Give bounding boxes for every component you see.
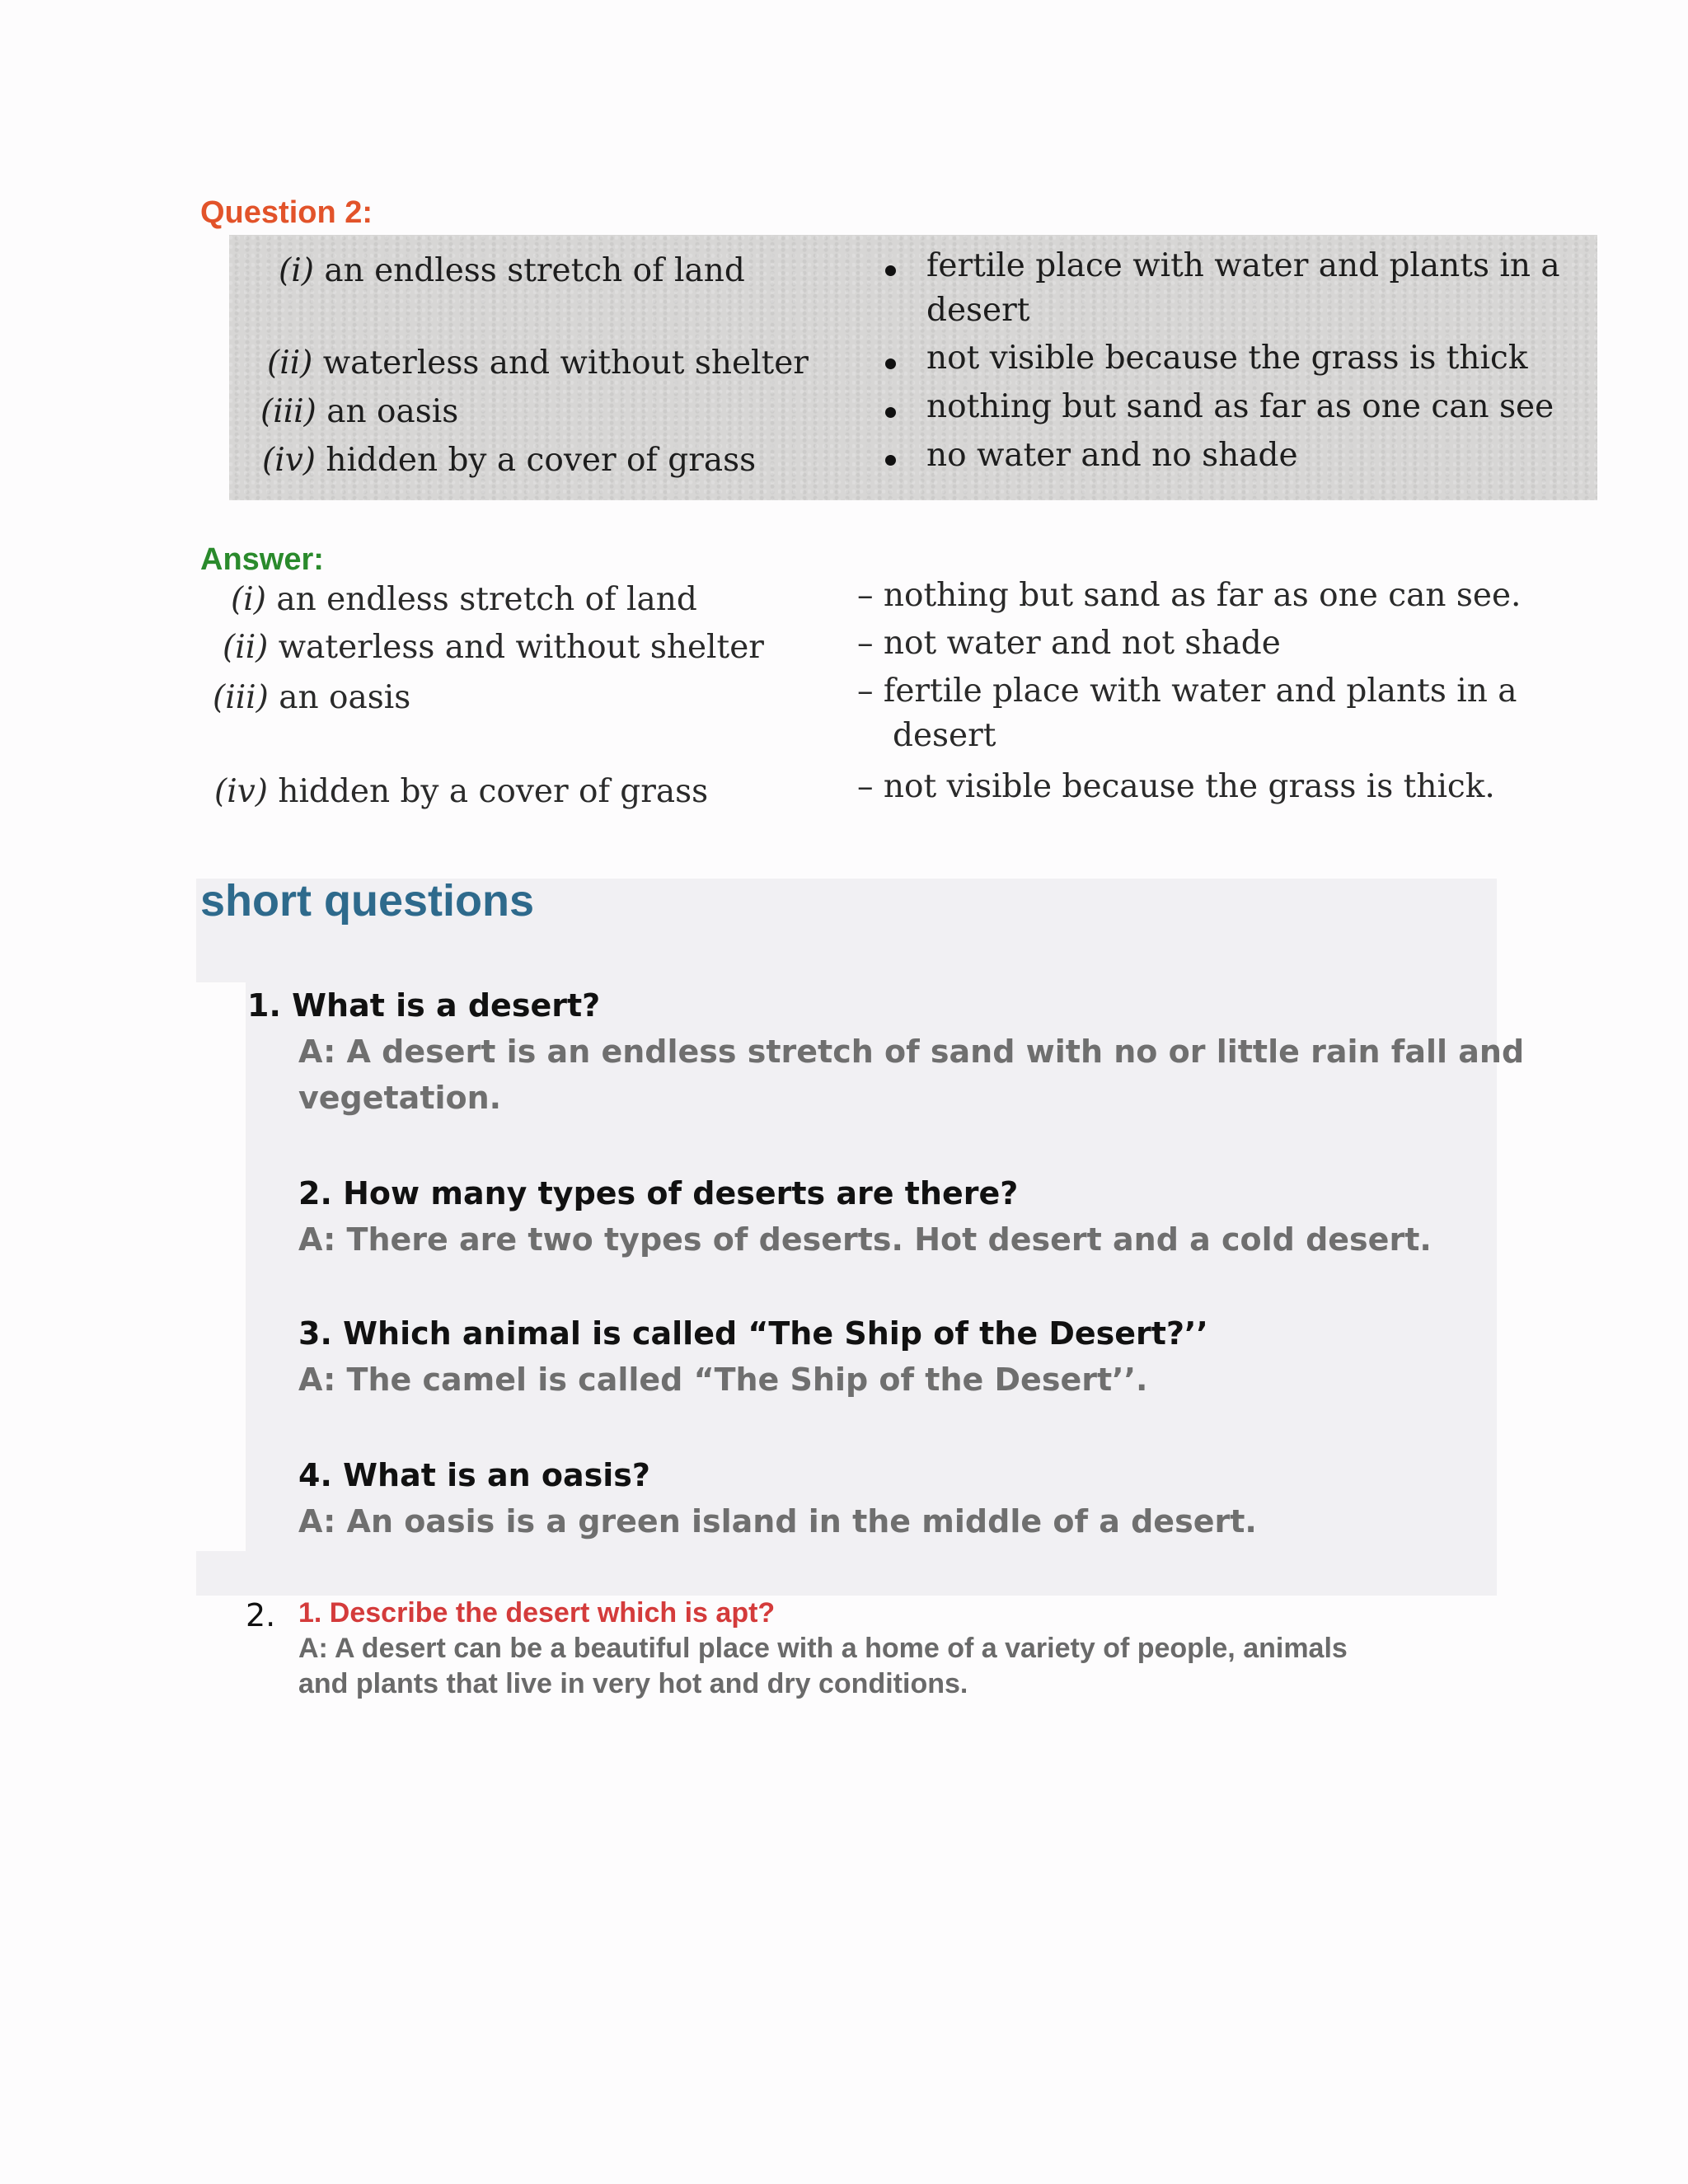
answer-right-item-2: – not water and not shade [857, 625, 1281, 662]
question-left-item-3: (iii) an oasis [260, 393, 459, 430]
short-answer-2: A: There are two types of deserts. Hot desert and a cold desert. [298, 1221, 1432, 1258]
short-questions-heading: short questions [200, 876, 535, 926]
list-number-2: 2. [246, 1597, 276, 1633]
short-answer-1-cont: vegetation. [298, 1080, 502, 1116]
bullet-icon [885, 455, 896, 466]
short-answer-4: A: An oasis is a green island in the middle of a desert. [298, 1503, 1257, 1540]
question-heading: Question 2: [200, 195, 373, 230]
question-left-item-1: (i) an endless stretch of land [279, 252, 745, 289]
answer-left-item-2: (ii) waterless and without shelter [223, 629, 764, 666]
question-right-item-4: no water and no shade [926, 437, 1298, 474]
bullet-icon [885, 407, 896, 418]
question-left-item-4: (iv) hidden by a cover of grass [262, 442, 757, 479]
answer-right-item-3: – fertile place with water and plants in a [857, 673, 1517, 710]
short-answer-3: A: The camel is called “The Ship of the Desert’’. [298, 1361, 1148, 1398]
bullet-icon [885, 265, 896, 276]
answer-left-item-3: (iii) an oasis [213, 679, 411, 716]
bullet-icon [885, 359, 896, 369]
question-right-item-1: fertile place with water and plants in a [926, 247, 1560, 284]
answer-right-item-1: – nothing but sand as far as one can see. [857, 577, 1522, 614]
short-question-4: 4. What is an oasis? [298, 1457, 650, 1493]
question-right-item-1-cont: desert [926, 292, 1030, 329]
describe-question: 1. Describe the desert which is apt? [298, 1597, 776, 1629]
short-answer-1: A: A desert is an endless stretch of sand with no or little rain fall and [298, 1033, 1525, 1070]
describe-answer-cont: and plants that live in very hot and dry conditions. [298, 1668, 968, 1699]
question-left-item-2: (ii) waterless and without shelter [267, 344, 809, 382]
describe-answer: A: A desert can be a beautiful place with a home of a variety of people, animals [298, 1633, 1348, 1664]
answer-right-item-4: – not visible because the grass is thick. [857, 768, 1495, 805]
answer-heading: Answer: [200, 542, 324, 577]
answer-right-item-3-cont: desert [893, 717, 996, 754]
question-right-item-2: not visible because the grass is thick [926, 340, 1528, 377]
short-question-2: 2. How many types of deserts are there? [298, 1175, 1019, 1212]
short-question-3: 3. Which animal is called “The Ship of the Desert?’’ [298, 1315, 1208, 1352]
answer-left-item-1: (i) an endless stretch of land [231, 581, 697, 618]
short-question-1: 1. What is a desert? [247, 987, 601, 1024]
answer-left-item-4: (iv) hidden by a cover of grass [214, 773, 709, 810]
short-questions-margin [196, 982, 246, 1551]
question-right-item-3: nothing but sand as far as one can see [926, 388, 1554, 425]
